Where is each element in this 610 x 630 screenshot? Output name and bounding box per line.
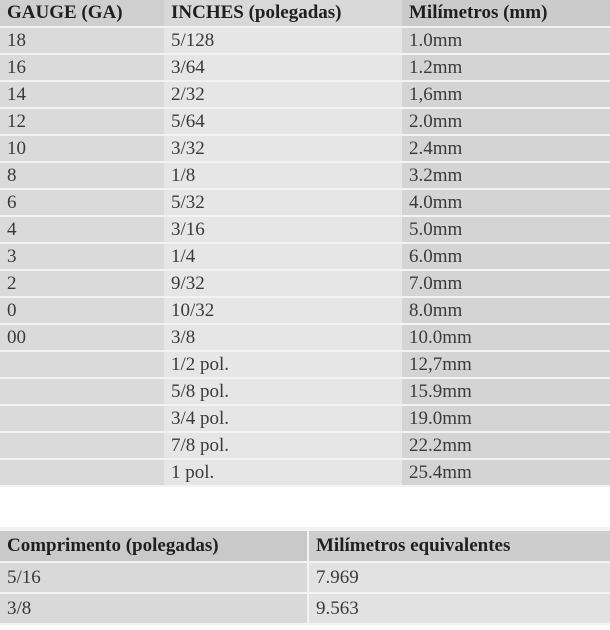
table-row <box>0 432 610 459</box>
cell-millimeters: 12,7mm <box>402 351 610 378</box>
cell-length: 5/16 <box>0 562 308 593</box>
cell-gauge <box>0 459 164 486</box>
cell-inches: 1/4 <box>164 243 402 270</box>
cell-millimeters: 2.0mm <box>402 108 610 135</box>
header-inches: INCHES (polegadas) <box>164 0 402 27</box>
length-conversion-table <box>0 531 610 625</box>
cell-inches: 2/32 <box>164 81 402 108</box>
cell-millimeters: 3.2mm <box>402 162 610 189</box>
cell-millimeters: 6.0mm <box>402 243 610 270</box>
cell-millimeters: 4.0mm <box>402 189 610 216</box>
cell-millimeters: 2.4mm <box>402 135 610 162</box>
cell-gauge: 2 <box>0 270 164 297</box>
table-row <box>0 189 610 216</box>
cell-length: 3/8 <box>0 593 308 624</box>
table-row <box>0 351 610 378</box>
cell-gauge: 18 <box>0 27 164 54</box>
cell-mm-equivalent: 7.969 <box>308 562 610 593</box>
cell-inches: 5/32 <box>164 189 402 216</box>
cell-millimeters: 1.2mm <box>402 54 610 81</box>
table-row <box>0 135 610 162</box>
cell-millimeters: 7.0mm <box>402 270 610 297</box>
cell-millimeters: 22.2mm <box>402 432 610 459</box>
cell-gauge: 14 <box>0 81 164 108</box>
cell-gauge <box>0 405 164 432</box>
cell-gauge <box>0 378 164 405</box>
header-gauge: GAUGE (GA) <box>0 0 164 27</box>
table-row <box>0 378 610 405</box>
cell-gauge: 00 <box>0 324 164 351</box>
cell-gauge: 12 <box>0 108 164 135</box>
cell-inches: 3/4 pol. <box>164 405 402 432</box>
cell-inches: 1/8 <box>164 162 402 189</box>
cell-gauge: 3 <box>0 243 164 270</box>
header-mm-equivalent: Milímetros equivalentes <box>308 531 610 562</box>
cell-inches: 9/32 <box>164 270 402 297</box>
cell-millimeters: 10.0mm <box>402 324 610 351</box>
table-row <box>0 562 610 593</box>
cell-gauge <box>0 351 164 378</box>
cell-gauge: 10 <box>0 135 164 162</box>
cell-inches: 10/32 <box>164 297 402 324</box>
table-row <box>0 297 610 324</box>
table-row <box>0 405 610 432</box>
cell-inches: 1/2 pol. <box>164 351 402 378</box>
table-row <box>0 108 610 135</box>
cell-millimeters: 19.0mm <box>402 405 610 432</box>
table-row <box>0 459 610 486</box>
cell-gauge: 4 <box>0 216 164 243</box>
cell-millimeters: 1.0mm <box>402 27 610 54</box>
cell-inches: 1 pol. <box>164 459 402 486</box>
table-row <box>0 27 610 54</box>
cell-millimeters: 8.0mm <box>402 297 610 324</box>
cell-inches: 5/8 pol. <box>164 378 402 405</box>
table-header-row <box>0 531 610 562</box>
cell-inches: 5/128 <box>164 27 402 54</box>
cell-mm-equivalent: 9.563 <box>308 593 610 624</box>
cell-inches: 3/64 <box>164 54 402 81</box>
cell-millimeters: 15.9mm <box>402 378 610 405</box>
cell-inches: 3/16 <box>164 216 402 243</box>
table-header-row <box>0 0 610 27</box>
table-row <box>0 593 610 624</box>
cell-inches: 3/32 <box>164 135 402 162</box>
table-row <box>0 270 610 297</box>
table-row <box>0 324 610 351</box>
table-row <box>0 162 610 189</box>
table-row <box>0 54 610 81</box>
header-millimeters: Milímetros (mm) <box>402 0 610 27</box>
cell-millimeters: 5.0mm <box>402 216 610 243</box>
cell-inches: 7/8 pol. <box>164 432 402 459</box>
cell-inches: 3/8 <box>164 324 402 351</box>
table-row <box>0 243 610 270</box>
cell-gauge: 8 <box>0 162 164 189</box>
table-row <box>0 216 610 243</box>
cell-millimeters: 25.4mm <box>402 459 610 486</box>
cell-gauge: 6 <box>0 189 164 216</box>
cell-gauge <box>0 432 164 459</box>
table-row <box>0 81 610 108</box>
cell-millimeters: 1,6mm <box>402 81 610 108</box>
cell-gauge: 0 <box>0 297 164 324</box>
cell-inches: 5/64 <box>164 108 402 135</box>
cell-gauge: 16 <box>0 54 164 81</box>
header-length: Comprimento (polegadas) <box>0 531 308 562</box>
